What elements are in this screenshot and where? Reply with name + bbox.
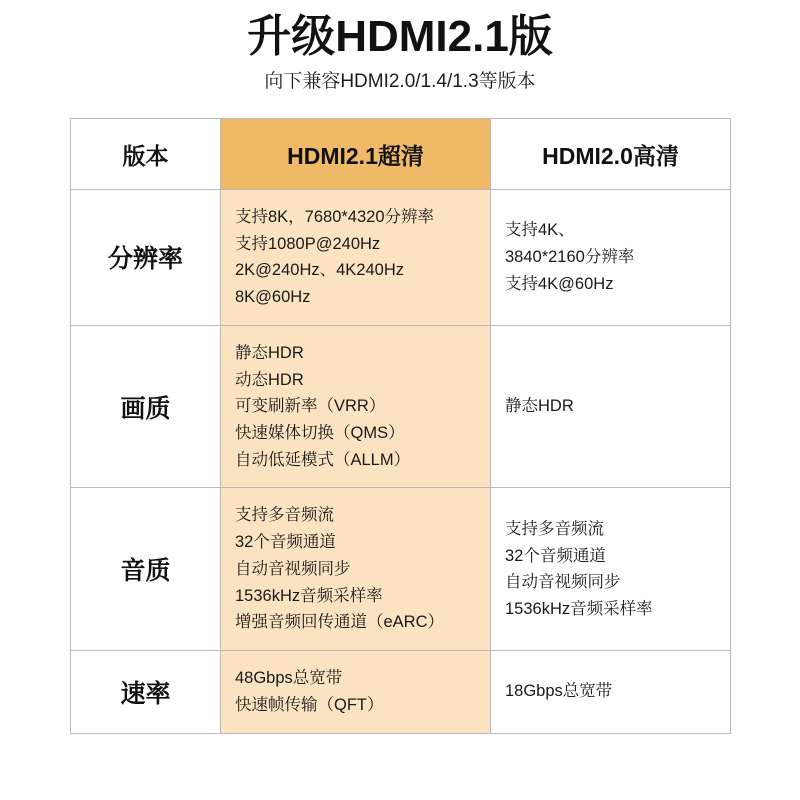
cell-speed-hdmi20-lines bbox=[491, 664, 730, 719]
cell-picture-quality-hdmi21-lines bbox=[221, 326, 490, 488]
line: 1536kHz音频采样率 bbox=[505, 599, 653, 618]
column-header-label bbox=[71, 119, 221, 190]
table-row bbox=[71, 190, 731, 326]
page-header bbox=[0, 0, 800, 94]
line: 可变刷新率（VRR） bbox=[235, 397, 386, 416]
line: 自动音视频同步 bbox=[505, 573, 621, 592]
line: 3840*2160分辨率 bbox=[505, 248, 635, 267]
cell-picture-quality-hdmi20 bbox=[491, 325, 731, 488]
line: 18Gbps总宽带 bbox=[505, 682, 613, 701]
line: 支持多音频流 bbox=[235, 506, 334, 525]
cell-audio-quality-hdmi20-lines bbox=[491, 502, 730, 637]
cell-speed-hdmi21-lines bbox=[221, 651, 490, 732]
line: 动态HDR bbox=[235, 370, 304, 389]
row-label-resolution bbox=[71, 190, 221, 326]
cell-audio-quality-hdmi21-lines bbox=[221, 488, 490, 650]
line: 静态HDR bbox=[505, 397, 574, 416]
line: 支持多音频流 bbox=[505, 519, 604, 538]
cell-speed-hdmi20 bbox=[491, 651, 731, 733]
row-label-speed-text: 速率 bbox=[120, 679, 171, 708]
column-header-hdmi20-text: HDMI2.0高清 bbox=[542, 142, 679, 169]
line: 2K@240Hz、4K240Hz bbox=[235, 261, 405, 280]
comparison-table-wrapper bbox=[70, 118, 730, 734]
line: 增强音频回传通道（eARC） bbox=[235, 613, 445, 632]
cell-resolution-hdmi20-lines bbox=[491, 203, 730, 311]
row-label-audio-quality bbox=[71, 488, 221, 651]
line: 自动音视频同步 bbox=[235, 559, 351, 578]
line: 支持1080P@240Hz bbox=[235, 234, 381, 253]
row-label-speed bbox=[71, 651, 221, 733]
row-label-resolution-text: 分辨率 bbox=[107, 245, 183, 274]
line: 48Gbps总宽带 bbox=[235, 669, 343, 688]
cell-speed-hdmi21 bbox=[221, 651, 491, 733]
column-header-label-text: 版本 bbox=[122, 142, 169, 169]
cell-picture-quality-hdmi20-lines bbox=[491, 379, 730, 434]
line: 8K@60Hz bbox=[235, 288, 311, 307]
cell-resolution-hdmi20 bbox=[491, 190, 731, 326]
page-title: 升级HDMI2.1版 bbox=[247, 12, 553, 61]
cell-audio-quality-hdmi21 bbox=[221, 488, 491, 651]
line: 静态HDR bbox=[235, 343, 304, 362]
row-label-audio-quality-text: 音质 bbox=[120, 557, 171, 586]
line: 支持4K@60Hz bbox=[505, 274, 614, 293]
cell-resolution-hdmi21-lines bbox=[221, 190, 490, 325]
column-header-hdmi21-text: HDMI2.1超清 bbox=[287, 142, 424, 169]
line: 32个音频通道 bbox=[505, 546, 606, 565]
line: 支持4K、 bbox=[505, 221, 575, 240]
line: 1536kHz音频采样率 bbox=[235, 586, 383, 605]
comparison-table bbox=[70, 118, 731, 734]
cell-resolution-hdmi21 bbox=[221, 190, 491, 326]
cell-picture-quality-hdmi21 bbox=[221, 325, 491, 488]
column-header-hdmi20 bbox=[491, 119, 731, 190]
table-row bbox=[71, 325, 731, 488]
cell-audio-quality-hdmi20 bbox=[491, 488, 731, 651]
row-label-picture-quality bbox=[71, 325, 221, 488]
line: 快速媒体切换（QMS） bbox=[235, 424, 405, 443]
page-subtitle: 向下兼容HDMI2.0/1.4/1.3等版本 bbox=[264, 70, 536, 92]
line: 支持8K，7680*4320分辨率 bbox=[235, 208, 435, 226]
row-label-picture-quality-text: 画质 bbox=[120, 394, 171, 423]
table-row bbox=[71, 651, 731, 733]
line: 32个音频通道 bbox=[235, 533, 336, 552]
column-header-hdmi21 bbox=[221, 119, 491, 190]
line: 快速帧传输（QFT） bbox=[235, 695, 384, 714]
line: 自动低延模式（ALLM） bbox=[235, 450, 411, 469]
table-row bbox=[71, 488, 731, 651]
table-header-row bbox=[71, 119, 731, 190]
